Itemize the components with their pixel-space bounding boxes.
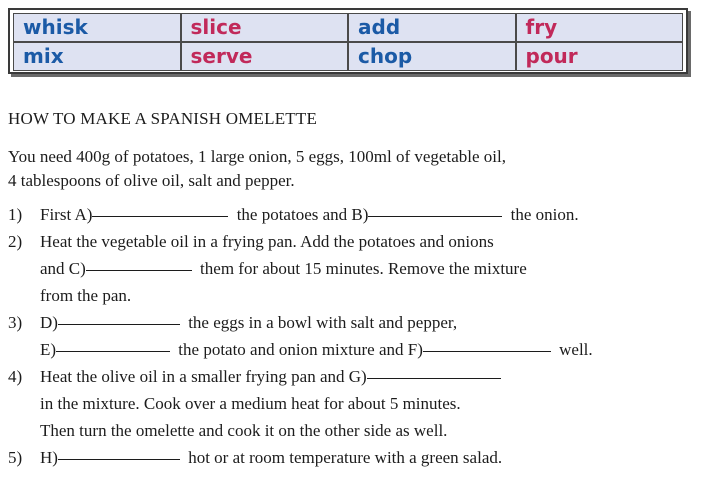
step-line bbox=[40, 201, 593, 228]
step-line bbox=[40, 255, 593, 282]
word-grid bbox=[13, 13, 683, 69]
word-mix: mix bbox=[13, 42, 181, 71]
step-line bbox=[40, 309, 593, 336]
step-line: Then turn the omelette and cook it on the other side as well. bbox=[40, 421, 448, 440]
step-text: E) bbox=[40, 340, 57, 359]
intro-line: 4 tablespoons of olive oil, salt and pepper. bbox=[8, 171, 295, 190]
step-number: 5) bbox=[8, 448, 23, 467]
blank-d[interactable] bbox=[58, 323, 180, 325]
blank-h[interactable] bbox=[58, 458, 180, 460]
word-chop: chop bbox=[348, 42, 516, 71]
step-text: them for about 15 minutes. Remove the mixture bbox=[195, 259, 527, 278]
step-text: First A) bbox=[40, 205, 93, 224]
step-number: 3) bbox=[8, 313, 23, 332]
step-line: from the pan. bbox=[40, 286, 132, 305]
word-fry: fry bbox=[516, 13, 684, 42]
step-line bbox=[40, 363, 593, 390]
step-number: 1) bbox=[8, 205, 23, 224]
word-box bbox=[8, 8, 688, 74]
word-serve: serve bbox=[181, 42, 349, 71]
step-line: in the mixture. Cook over a medium heat for about 5 minutes. bbox=[40, 394, 461, 413]
blank-f[interactable] bbox=[423, 350, 551, 352]
blank-a[interactable] bbox=[92, 215, 228, 217]
intro-line: You need 400g of potatoes, 1 large onion, 5 eggs, 100ml of vegetable oil, bbox=[8, 147, 506, 166]
step-2 bbox=[8, 228, 593, 309]
step-text: hot or at room temperature with a green salad. bbox=[183, 448, 503, 467]
recipe-title: HOW TO MAKE A SPANISH OMELETTE bbox=[8, 109, 318, 128]
step-number: 4) bbox=[8, 367, 23, 386]
blank-e[interactable] bbox=[56, 350, 170, 352]
step-1 bbox=[8, 201, 593, 228]
step-number: 2) bbox=[8, 232, 23, 251]
word-pour: pour bbox=[516, 42, 684, 71]
step-5 bbox=[8, 444, 593, 471]
step-line: Heat the vegetable oil in a frying pan. Add the potatoes and onions bbox=[40, 232, 494, 251]
blank-b[interactable] bbox=[368, 215, 502, 217]
step-text: the eggs in a bowl with salt and pepper, bbox=[183, 313, 458, 332]
blank-c[interactable] bbox=[86, 269, 192, 271]
word-slice: slice bbox=[181, 13, 349, 42]
step-line bbox=[40, 444, 593, 471]
step-text: the potatoes and B) bbox=[232, 205, 369, 224]
step-3 bbox=[8, 309, 593, 363]
ingredients-intro bbox=[8, 145, 506, 193]
step-text: Heat the olive oil in a smaller frying pan and G) bbox=[40, 367, 367, 386]
step-text: well. bbox=[554, 340, 593, 359]
step-line bbox=[40, 336, 593, 363]
step-text: the onion. bbox=[506, 205, 579, 224]
step-text: H) bbox=[40, 448, 58, 467]
step-text: D) bbox=[40, 313, 58, 332]
word-whisk: whisk bbox=[13, 13, 181, 42]
word-add: add bbox=[348, 13, 516, 42]
steps-list bbox=[8, 201, 593, 471]
step-text: and C) bbox=[40, 259, 86, 278]
blank-g[interactable] bbox=[367, 377, 501, 379]
step-4 bbox=[8, 363, 593, 444]
step-text: the potato and onion mixture and F) bbox=[174, 340, 423, 359]
